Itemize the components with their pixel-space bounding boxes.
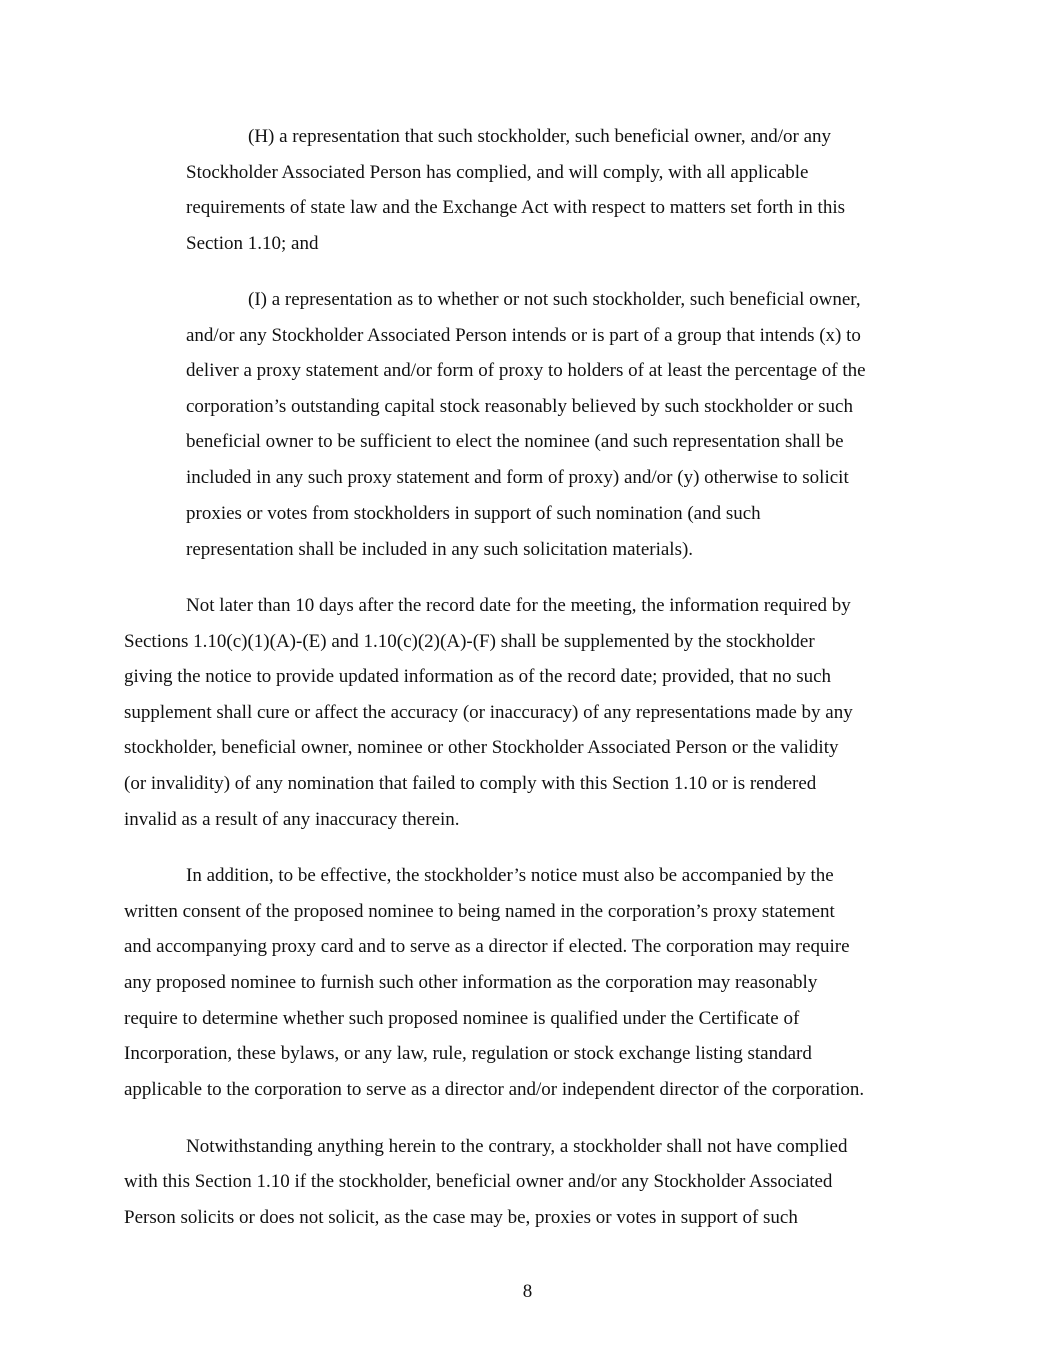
text-line: giving the notice to provide updated information as of the record date; provided, that no such (124, 666, 832, 687)
text-line: Incorporation, these bylaws, or any law, rule, regulation or stock exchange listing standard (124, 1043, 812, 1064)
text-line: included in any such proxy statement and form of proxy) and/or (y) otherwise to solicit (186, 467, 849, 488)
text-line: and/or any Stockholder Associated Person intends or is part of a group that intends (x) to (186, 325, 861, 346)
text-line: any proposed nominee to furnish such other information as the corporation may reasonably (124, 972, 818, 993)
text-line: corporation’s outstanding capital stock reasonably believed by such stockholder or such (186, 396, 853, 417)
text-line: deliver a proxy statement and/or form of proxy to holders of at least the percentage of the (186, 360, 866, 381)
text-line: proxies or votes from stockholders in support of such nomination (and such (186, 503, 761, 524)
text-line: beneficial owner to be sufficient to elect the nominee (and such representation shall be (186, 431, 844, 452)
text-line: written consent of the proposed nominee to being named in the corporation’s proxy statement (124, 901, 835, 922)
text-line: with this Section 1.10 if the stockholder, beneficial owner and/or any Stockholder Associated (124, 1171, 833, 1192)
text-line: Person solicits or does not solicit, as the case may be, proxies or votes in support of such (124, 1207, 798, 1228)
text-line: require to determine whether such proposed nominee is qualified under the Certificate of (124, 1008, 800, 1029)
text-line: Section 1.10; and (186, 233, 319, 254)
text-line: applicable to the corporation to serve as a director and/or independent director of the corporation. (124, 1079, 865, 1100)
text-line: In addition, to be effective, the stockholder’s notice must also be accompanied by the (186, 865, 834, 886)
text-line: Not later than 10 days after the record date for the meeting, the information required by (186, 595, 851, 616)
text-line: (I) a representation as to whether or not such stockholder, such beneficial owner, (248, 289, 861, 310)
text-line: (H) a representation that such stockholder, such beneficial owner, and/or any (248, 126, 832, 147)
text-line: Notwithstanding anything herein to the contrary, a stockholder shall not have complied (186, 1136, 848, 1157)
page-number: 8 (522, 1281, 533, 1302)
text-line: and accompanying proxy card and to serve as a director if elected. The corporation may require (124, 936, 850, 957)
text-line: invalid as a result of any inaccuracy therein. (124, 809, 460, 830)
text-line: requirements of state law and the Exchange Act with respect to matters set forth in this (186, 197, 845, 218)
text-line: Sections 1.10(c)(1)(A)-(E) and 1.10(c)(2)(A)-(F) shall be supplemented by the stockholder (124, 631, 815, 652)
text-line: representation shall be included in any such solicitation materials). (186, 539, 694, 560)
text-line: stockholder, beneficial owner, nominee or other Stockholder Associated Person or the validity (124, 737, 839, 758)
text-line: Stockholder Associated Person has complied, and will comply, with all applicable (186, 162, 809, 183)
text-line: (or invalidity) of any nomination that failed to comply with this Section 1.10 or is rendered (124, 773, 817, 794)
text-line: supplement shall cure or affect the accuracy (or inaccuracy) of any representations made by any (124, 702, 853, 723)
